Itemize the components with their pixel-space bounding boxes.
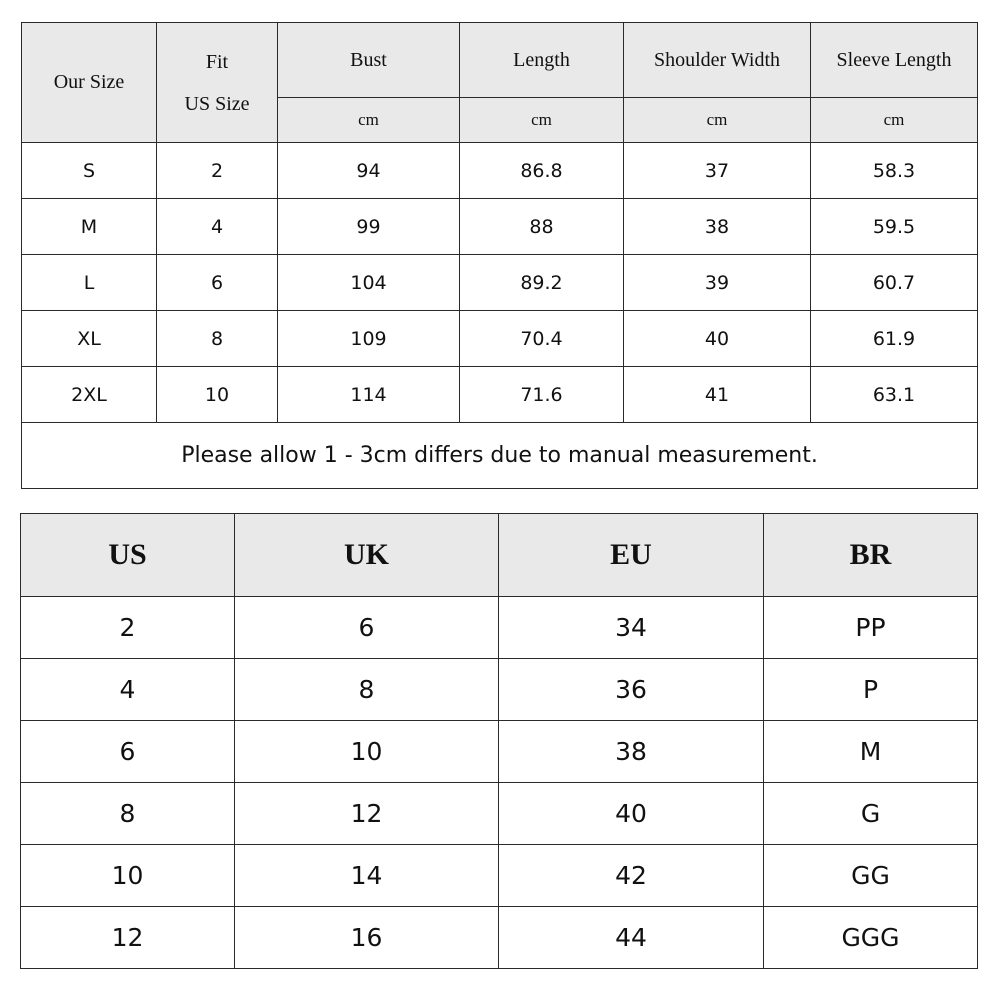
cell-our-size: XL	[22, 311, 157, 367]
table-row	[21, 659, 978, 721]
cell-uk: 8	[235, 659, 499, 721]
table-row	[22, 311, 978, 367]
measurement-note: Please allow 1 - 3cm differs due to manual measurement.	[22, 423, 978, 489]
cell-sleeve-length: 58.3	[811, 143, 978, 199]
cell-us-size: 6	[157, 255, 278, 311]
cell-br: G	[764, 783, 978, 845]
cell-us: 6	[21, 721, 235, 783]
cell-us: 12	[21, 907, 235, 969]
cell-length: 88	[460, 199, 624, 255]
cell-shoulder-width: 38	[624, 199, 811, 255]
cell-length: 70.4	[460, 311, 624, 367]
cell-length: 71.6	[460, 367, 624, 423]
cell-our-size: S	[22, 143, 157, 199]
cell-shoulder-width: 41	[624, 367, 811, 423]
cell-us: 2	[21, 597, 235, 659]
cell-sleeve-length: 63.1	[811, 367, 978, 423]
header-uk: UK	[235, 514, 499, 597]
header-length: Length	[460, 23, 624, 98]
cell-us-size: 4	[157, 199, 278, 255]
cell-bust: 99	[278, 199, 460, 255]
cell-sleeve-length: 60.7	[811, 255, 978, 311]
header-fit-us-size	[157, 23, 278, 143]
table-row	[21, 907, 978, 969]
cell-br: P	[764, 659, 978, 721]
cell-us-size: 10	[157, 367, 278, 423]
cell-uk: 14	[235, 845, 499, 907]
unit-bust: cm	[278, 98, 460, 143]
table-row	[22, 143, 978, 199]
cell-shoulder-width: 39	[624, 255, 811, 311]
size-conversion-table	[20, 513, 978, 969]
cell-uk: 6	[235, 597, 499, 659]
header-eu: EU	[499, 514, 764, 597]
header-bust: Bust	[278, 23, 460, 98]
cell-eu: 38	[499, 721, 764, 783]
cell-us-size: 2	[157, 143, 278, 199]
header-fit-line1: Fit	[205, 50, 229, 73]
cell-us: 10	[21, 845, 235, 907]
cell-eu: 42	[499, 845, 764, 907]
header-sleeve-length: Sleeve Length	[811, 23, 978, 98]
header-fit-line2: US Size	[184, 92, 250, 115]
cell-br: PP	[764, 597, 978, 659]
header-our-size: Our Size	[22, 23, 157, 143]
unit-length: cm	[460, 98, 624, 143]
table-row	[21, 721, 978, 783]
cell-length: 89.2	[460, 255, 624, 311]
cell-bust: 114	[278, 367, 460, 423]
cell-uk: 12	[235, 783, 499, 845]
cell-our-size: M	[22, 199, 157, 255]
cell-sleeve-length: 59.5	[811, 199, 978, 255]
table-row	[21, 783, 978, 845]
cell-bust: 94	[278, 143, 460, 199]
table-row	[22, 255, 978, 311]
cell-br: GG	[764, 845, 978, 907]
cell-uk: 10	[235, 721, 499, 783]
cell-br: GGG	[764, 907, 978, 969]
size-chart-table	[21, 22, 978, 489]
cell-bust: 109	[278, 311, 460, 367]
header-br: BR	[764, 514, 978, 597]
note-row	[22, 423, 978, 489]
cell-length: 86.8	[460, 143, 624, 199]
cell-us-size: 8	[157, 311, 278, 367]
cell-br: M	[764, 721, 978, 783]
header-shoulder-width: Shoulder Width	[624, 23, 811, 98]
cell-shoulder-width: 37	[624, 143, 811, 199]
cell-shoulder-width: 40	[624, 311, 811, 367]
unit-shoulder-width: cm	[624, 98, 811, 143]
cell-bust: 104	[278, 255, 460, 311]
cell-us: 8	[21, 783, 235, 845]
cell-our-size: L	[22, 255, 157, 311]
table-row	[22, 199, 978, 255]
table-row	[21, 845, 978, 907]
table-row	[21, 597, 978, 659]
cell-us: 4	[21, 659, 235, 721]
cell-eu: 34	[499, 597, 764, 659]
header-us: US	[21, 514, 235, 597]
table-row	[22, 367, 978, 423]
cell-sleeve-length: 61.9	[811, 311, 978, 367]
cell-eu: 44	[499, 907, 764, 969]
cell-eu: 36	[499, 659, 764, 721]
cell-our-size: 2XL	[22, 367, 157, 423]
cell-uk: 16	[235, 907, 499, 969]
unit-sleeve-length: cm	[811, 98, 978, 143]
cell-eu: 40	[499, 783, 764, 845]
